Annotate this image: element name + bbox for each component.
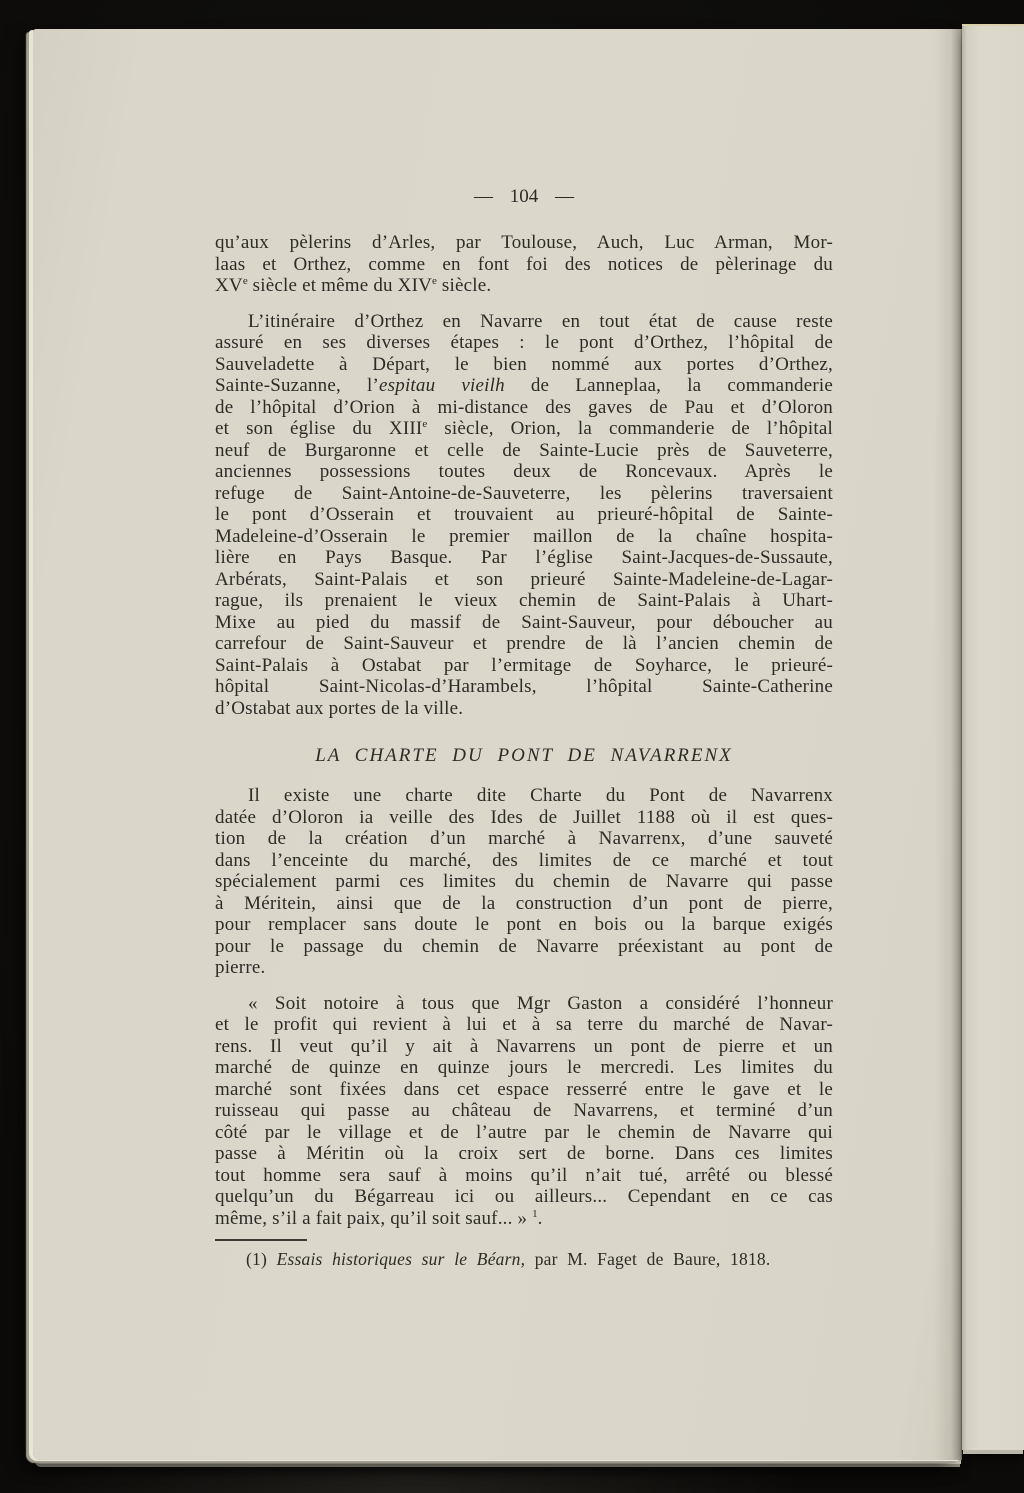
text-line: « Soit notoire à tous que Mgr Gaston a considéré l’honneur: [248, 992, 833, 1014]
italic-phrase: espitau vieilh: [379, 375, 505, 396]
text-line: laas et Orthez, comme en font foi des notices de pèlerinage du: [215, 253, 833, 275]
text-line: rens. Il veut qu’il y ait à Navarrens un pont de pierre et un: [215, 1035, 833, 1057]
text-line: marché sont fixées dans cet espace resserré entre le gave et le: [215, 1078, 833, 1100]
superscript: e: [432, 275, 437, 287]
text-line: pierre.: [215, 957, 266, 978]
footnote-rule: [215, 1239, 307, 1241]
book-page: [33, 29, 962, 1460]
text-line: tout homme sera sauf à moins qu’il n’ait tué, arrêté ou blessé: [215, 1164, 833, 1186]
text-column: [215, 186, 833, 1270]
page-gutter-shadow: [934, 29, 962, 1460]
text-line: Madeleine-d’Osserain le premier maillon de la chaîne hospita-: [215, 525, 833, 547]
text-line: Sainte-Suzanne, l’espitau vieilh de Lanneplaa, la commanderie: [215, 375, 833, 396]
text-line: neuf de Burgaronne et celle de Sainte-Lucie près de Sauveterre,: [215, 439, 833, 461]
text-line: dans l’enceinte du marché, des limites de ce marché et tout: [215, 849, 833, 871]
text-line: pour le passage du chemin de Navarre préexistant au pont de: [215, 935, 833, 957]
text-line: spécialement parmi ces limites du chemin de Navarre qui passe: [215, 871, 833, 892]
text-line: rague, ils prenaient le vieux chemin de Saint-Palais à Uhart-: [215, 590, 833, 611]
text-line: refuge de Saint-Antoine-de-Sauveterre, les pèlerins traversaient: [215, 482, 833, 504]
paragraph: [215, 993, 833, 1230]
text-line: quelqu’un du Bégarreau ici ou ailleurs... Cependant en ce cas: [215, 1186, 833, 1207]
text-line: d’Ostabat aux portes de la ville.: [215, 697, 464, 719]
paragraph: [215, 785, 833, 979]
text-line: anciennes possessions toutes deux de Roncevaux. Après le: [215, 461, 833, 482]
text-line: et le profit qui revient à lui et à sa terre du marché de Navar-: [215, 1014, 833, 1035]
facing-page-edge: [962, 26, 1024, 1450]
paragraph: [215, 311, 833, 720]
text-line: côté par le village et de l’autre par le chemin de Navarre qui: [215, 1121, 833, 1143]
superscript: e: [422, 418, 428, 430]
superscript: e: [242, 275, 248, 287]
footnote-work-title: Essais historiques sur le Béarn,: [267, 1249, 526, 1269]
text-line: ruisseau qui passe au château de Navarrens, et terminé d’un: [215, 1100, 833, 1121]
section-heading: LA CHARTE DU PONT DE NAVARRENX: [315, 745, 733, 766]
text-line: le pont d’Osserain et trouvaient au prieuré-hôpital de Sainte-: [215, 504, 833, 525]
page-number: — 104 —: [474, 186, 574, 207]
text-line: et son église du XIIIe siècle, Orion, la commanderie de l’hôpital: [215, 418, 833, 439]
paragraph: [215, 232, 833, 297]
text-line: lière en Pays Basque. Par l’église Saint-Jacques-de-Sussaute,: [215, 547, 833, 568]
text-line: marché de quinze en quinze jours le mercredi. Les limites du: [215, 1057, 833, 1078]
text-line: datée d’Oloron ia veille des Ides de Juillet 1188 où il est ques-: [215, 806, 833, 828]
text-line: Arbérats, Saint-Palais et son prieuré Sainte-Madeleine-de-Lagar-: [215, 568, 833, 590]
text-line: assuré en ses diverses étapes : le pont d’Orthez, l’hôpital de: [215, 332, 833, 353]
text-line: XVe siècle et même du XIVe siècle.: [215, 275, 492, 296]
superscript: 1: [532, 1207, 538, 1220]
text-line: à Méritein, ainsi que de la construction d’un pont de pierre,: [215, 892, 833, 914]
body-text-blocks: [215, 232, 833, 1229]
text-line: pour remplacer sans doute le pont en bois ou la barque exigés: [215, 914, 833, 935]
text-line: hôpital Saint-Nicolas-d’Harambels, l’hôpital Sainte-Catherine: [215, 676, 833, 697]
footnote-marker: (1): [246, 1249, 268, 1269]
footnote: [215, 1249, 833, 1270]
text-line: passe à Méritin où la croix sert de borne. Dans ces limites: [215, 1143, 833, 1164]
text-line: Sauveladette à Départ, le bien nommé aux portes d’Orthez,: [215, 353, 833, 375]
text-line: Saint-Palais à Ostabat par l’ermitage de Soyharce, le prieuré-: [215, 654, 833, 676]
text-line: qu’aux pèlerins d’Arles, par Toulouse, Auch, Luc Arman, Mor-: [215, 232, 833, 253]
text-line: Mixe au pied du massif de Saint-Sauveur, pour déboucher au: [215, 611, 833, 633]
text-line: Il existe une charte dite Charte du Pont de Navarrenx: [248, 785, 833, 806]
text-line: tion de la création d’un marché à Navarrenx, d’une sauveté: [215, 828, 833, 849]
text-line: L’itinéraire d’Orthez en Navarre en tout état de cause reste: [248, 310, 833, 332]
footnote-rest: par M. Faget de Baure, 1818.: [525, 1249, 771, 1269]
text-line: carrefour de Saint-Sauveur et prendre de là l’ancien chemin de: [215, 633, 833, 654]
text-line: même, s’il a fait paix, qu’il soit sauf... » $^1$.: [215, 1207, 543, 1229]
text-line: de l’hôpital d’Orion à mi-distance des gaves de Pau et d’Oloron: [215, 396, 833, 418]
